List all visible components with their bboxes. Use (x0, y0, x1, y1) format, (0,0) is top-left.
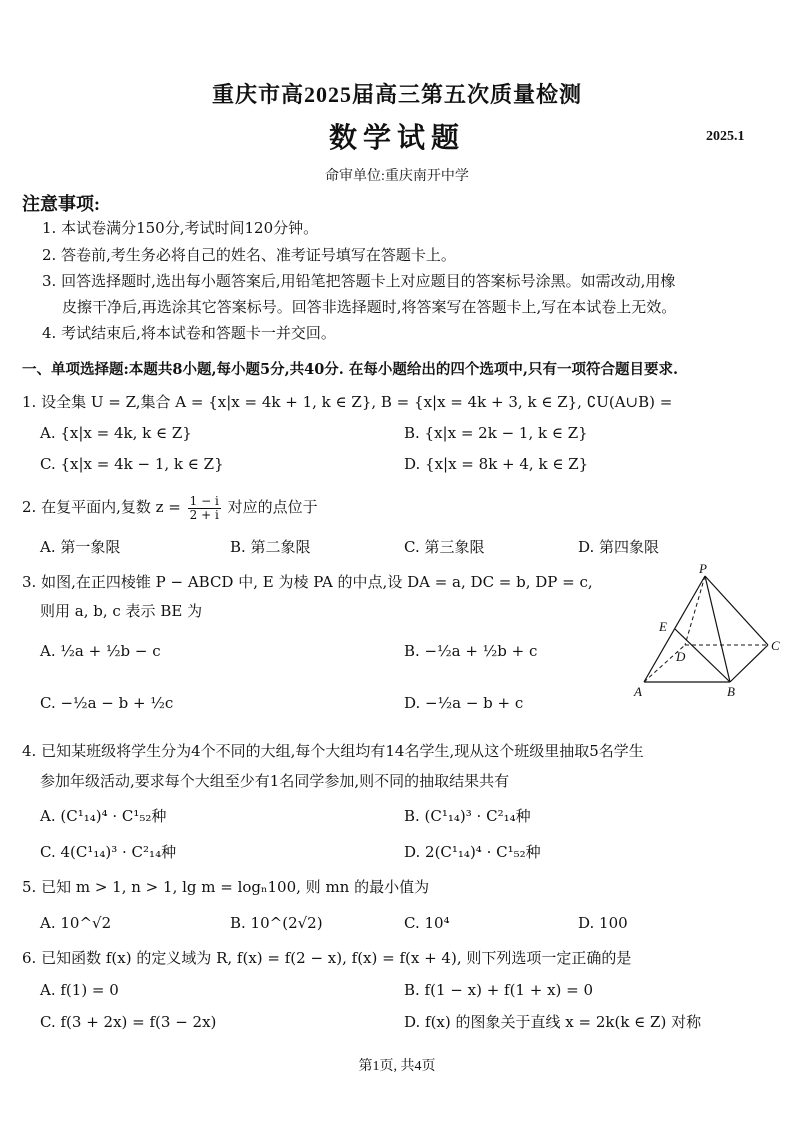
q2-option-a[interactable]: A. 第一象限 (40, 538, 121, 556)
q1-option-b[interactable]: B. {x|x = 2k − 1, k ∈ Z} (404, 424, 588, 442)
question-3-stem-1: 3. 如图,在正四棱锥 P − ABCD 中, E 为棱 PA 的中点,设 DA = a, DC = b, DP = c, (22, 573, 593, 591)
q2-option-d[interactable]: D. 第四象限 (578, 538, 660, 556)
edge-BC (730, 645, 768, 682)
q4-option-c[interactable]: C. 4(C¹₁₄)³ · C²₁₄种 (40, 843, 177, 861)
q4-option-a[interactable]: A. (C¹₁₄)⁴ · C¹₅₂种 (40, 807, 167, 825)
notes-heading: 注意事项: (22, 194, 100, 214)
q6-option-a[interactable]: A. f(1) = 0 (40, 981, 119, 999)
q5-option-d[interactable]: D. 100 (578, 914, 628, 932)
question-1-stem: 1. 设全集 U = Z,集合 A = {x|x = 4k + 1, k ∈ Z}, B = {x|x = 4k + 3, k ∈ Z}, ∁U(A∪B) = (22, 393, 673, 411)
q2-stem-pre: 2. 在复平面内,复数 z = (22, 498, 181, 516)
note-item-1: 1. 本试卷满分150分,考试时间120分钟。 (42, 219, 319, 237)
q5-option-b[interactable]: B. 10^(2√2) (230, 914, 323, 932)
note-item-2: 2. 答卷前,考生务必将自己的姓名、准考证号填写在答题卡上。 (42, 246, 456, 264)
question-2-stem (22, 492, 318, 522)
q3-option-d[interactable]: D. −½a − b + c (404, 694, 524, 712)
q1-option-a[interactable]: A. {x|x = 4k, k ∈ Z} (40, 424, 192, 442)
edge-PB (705, 576, 730, 682)
q2-option-b[interactable]: B. 第二象限 (230, 538, 311, 556)
question-3-stem-2: 则用 a, b, c 表示 BE 为 (40, 602, 203, 620)
label-C: C (771, 638, 780, 653)
q5-option-c[interactable]: C. 10⁴ (404, 914, 450, 932)
label-E: E (659, 619, 667, 634)
q3-option-c[interactable]: C. −½a − b + ½c (40, 694, 174, 712)
q3-option-b[interactable]: B. −½a + ½b + c (404, 642, 538, 660)
q2-option-c[interactable]: C. 第三象限 (404, 538, 485, 556)
subject-title: 数学试题 (328, 123, 465, 154)
edge-PC (705, 576, 768, 645)
q1-option-d[interactable]: D. {x|x = 8k + 4, k ∈ Z} (404, 455, 589, 473)
q6-option-b[interactable]: B. f(1 − x) + f(1 + x) = 0 (404, 981, 594, 999)
q2-numerator: 1 − i (189, 493, 219, 508)
q2-denominator: 2 + i (189, 507, 219, 522)
page-number: 第1页, 共4页 (358, 1059, 436, 1074)
note-item-3: 3. 回答选择题时,选出每小题答案后,用铅笔把答题卡上对应题目的答案标号涂黑。如需改动,用橡 (42, 272, 676, 290)
note-item-3-cont: 皮擦干净后,再选涂其它答案标号。回答非选择题时,将答案写在答题卡上,写在本试卷上无效。 (62, 298, 677, 316)
q3-option-a[interactable]: A. ½a + ½b − c (40, 642, 161, 660)
q4-option-d[interactable]: D. 2(C¹₁₄)⁴ · C¹₅₂种 (404, 843, 541, 861)
question-4-stem-2: 参加年级活动,要求每个大组至少有1名同学参加,则不同的抽取结果共有 (40, 772, 510, 790)
question-6-stem: 6. 已知函数 f(x) 的定义域为 R, f(x) = f(2 − x), f(x) = f(x + 4), 则下列选项一定正确的是 (22, 949, 632, 967)
pyramid-figure (630, 562, 790, 702)
note-item-4: 4. 考试结束后,将本试卷和答题卡一并交回。 (42, 324, 336, 342)
q4-option-b[interactable]: B. (C¹₁₄)³ · C²₁₄种 (404, 807, 531, 825)
label-B: B (727, 684, 735, 699)
setter-unit: 命审单位:重庆南开中学 (325, 169, 469, 184)
q2-fraction (188, 495, 221, 522)
q6-option-c[interactable]: C. f(3 + 2x) = f(3 − 2x) (40, 1013, 217, 1031)
edge-PA (644, 576, 705, 682)
q1-option-c[interactable]: C. {x|x = 4k − 1, k ∈ Z} (40, 455, 224, 473)
label-A: A (634, 684, 642, 699)
q5-option-a[interactable]: A. 10^√2 (40, 914, 112, 932)
edge-PD (685, 576, 705, 645)
exam-title: 重庆市高2025届高三第五次质量检测 (211, 82, 582, 107)
question-5-stem: 5. 已知 m > 1, n > 1, lg m = logₙ100, 则 mn 的最小值为 (22, 878, 430, 896)
q6-option-d[interactable]: D. f(x) 的图象关于直线 x = 2k(k ∈ Z) 对称 (404, 1013, 702, 1031)
section-heading: 一、单项选择题:本题共8小题,每小题5分,共40分. 在每小题给出的四个选项中,只有一项符合题目要求. (22, 361, 678, 378)
q2-stem-post: 对应的点位于 (227, 498, 318, 516)
exam-date: 2025.1 (706, 129, 745, 144)
label-P: P (699, 562, 707, 576)
label-D: D (676, 649, 686, 664)
question-4-stem-1: 4. 已知某班级将学生分为4个不同的大组,每个大组均有14名学生,现从这个班级里抽取5名学生 (22, 742, 644, 760)
